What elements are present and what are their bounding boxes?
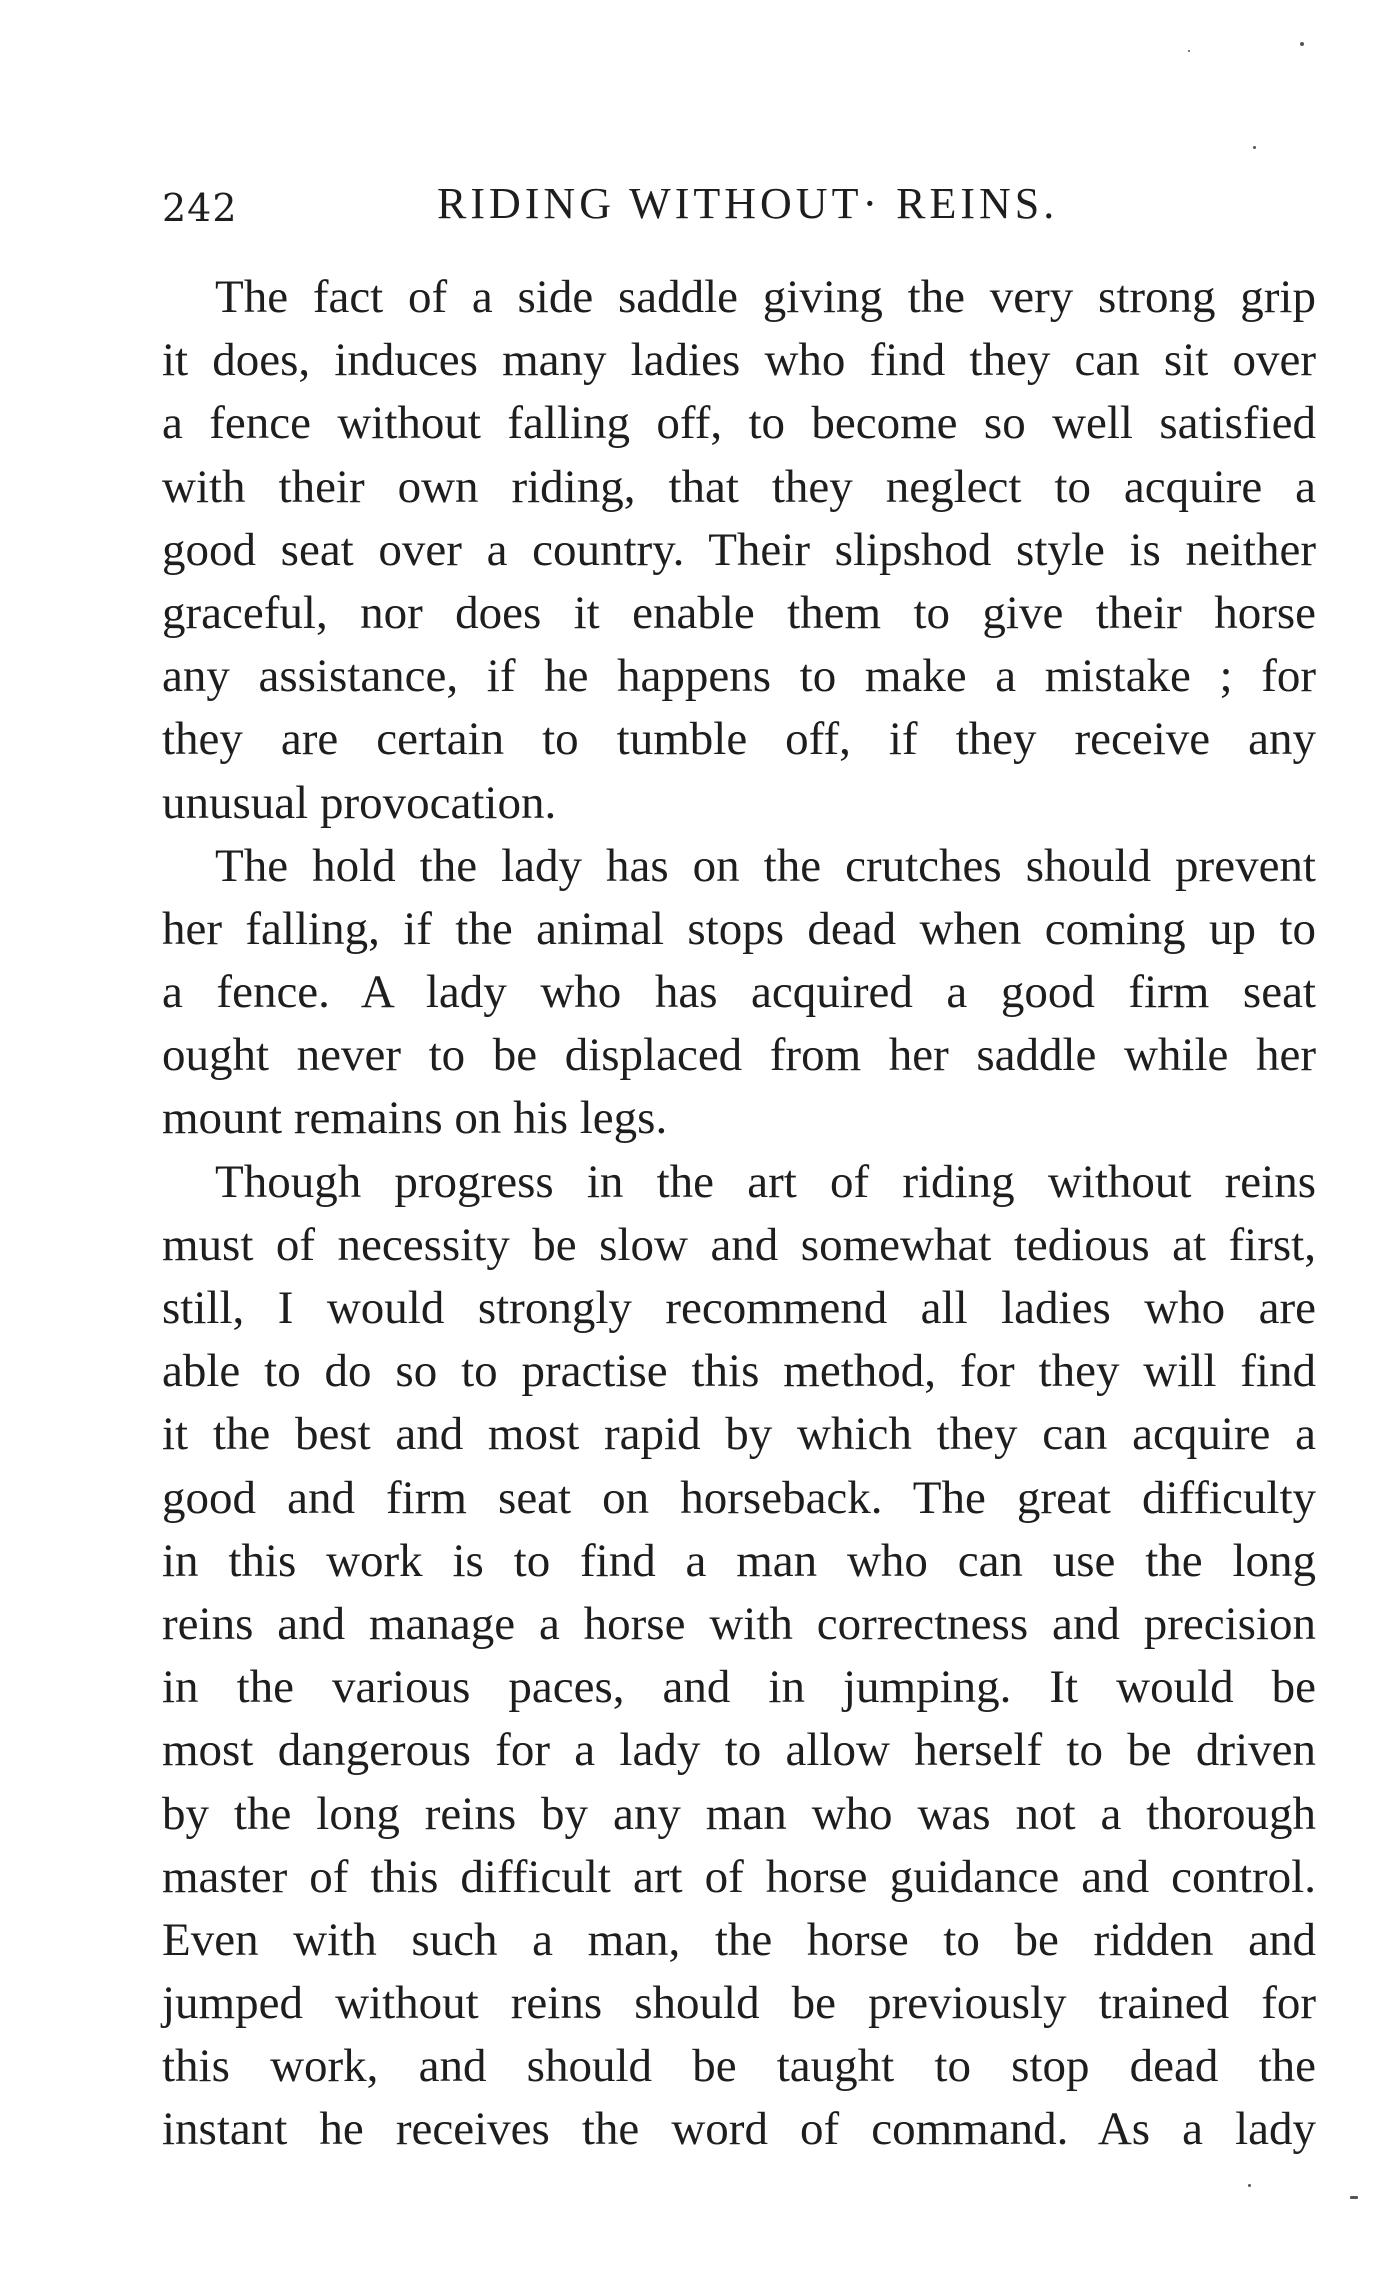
scan-speck — [1188, 50, 1190, 52]
text-line: most dangerous for a lady to allow herself to be driven — [162, 1724, 1316, 1777]
text-line: it does, induces many ladies who find they can sit over — [162, 334, 1316, 387]
text-line: ought never to be displaced from her saddle while her — [162, 1029, 1316, 1082]
scan-speck — [1248, 2184, 1251, 2187]
text-line: Though progress in the art of riding without reins — [215, 1155, 1316, 1208]
text-line: good and firm seat on horseback. The great difficulty — [162, 1471, 1316, 1524]
text-line: good seat over a country. Their slipshod style is neither — [162, 523, 1316, 576]
page-number: 242 — [162, 186, 238, 230]
text-line: still, I would strongly recommend all ladies who are — [162, 1282, 1316, 1334]
text-line: with their own riding, that they neglect to acquire a — [162, 460, 1316, 513]
text-line: in this work is to find a man who can use the long — [162, 1534, 1316, 1587]
text-line: unusual provocation. — [162, 776, 557, 829]
text-line: The fact of a side saddle giving the very strong grip — [215, 271, 1316, 323]
text-line: this work, and should be taught to stop dead the — [162, 2040, 1316, 2093]
text-line: any assistance, if he happens to make a mistake ; for — [162, 650, 1316, 703]
text-line: by the long reins by any man who was not a thorough — [162, 1787, 1316, 1840]
text-line: jumped without reins should be previously trained for — [162, 1977, 1316, 2030]
scan-speck — [1300, 42, 1304, 46]
text-line: her falling, if the animal stops dead when coming up to — [162, 902, 1316, 955]
text-line: a fence without falling off, to become so well satisfied — [162, 397, 1316, 450]
text-line: reins and manage a horse with correctness and precision — [162, 1597, 1316, 1650]
text-line: The hold the lady has on the crutches should prevent — [215, 839, 1316, 892]
scan-speck — [1253, 146, 1256, 149]
paragraph-1 — [162, 266, 1316, 835]
text-line: master of this difficult art of horse guidance and control. — [162, 1850, 1316, 1903]
text-line: in the various paces, and in jumping. It would be — [162, 1661, 1316, 1714]
page-header — [162, 178, 1316, 238]
text-line: a fence. A lady who has acquired a good firm seat — [162, 966, 1316, 1019]
text-line: graceful, nor does it enable them to give their horse — [162, 586, 1316, 639]
text-line: able to do so to practise this method, for they will find — [162, 1345, 1316, 1398]
paragraph-2 — [162, 835, 1316, 1151]
scan-speck — [1350, 2196, 1358, 2199]
text-line: it the best and most rapid by which they can acquire a — [162, 1408, 1316, 1461]
text-line: Even with such a man, the horse to be ridden and — [162, 1913, 1316, 1966]
text-line: must of necessity be slow and somewhat tedious at first, — [162, 1218, 1316, 1271]
text-line: mount remains on his legs. — [162, 1092, 668, 1145]
text-line: they are certain to tumble off, if they receive any — [162, 713, 1316, 766]
body-text — [162, 266, 1316, 2162]
text-line: instant he receives the word of command. As a lady — [162, 2103, 1316, 2156]
running-title: RIDING WITHOUT· REINS. — [437, 179, 1059, 228]
paragraph-3 — [162, 1151, 1316, 2162]
